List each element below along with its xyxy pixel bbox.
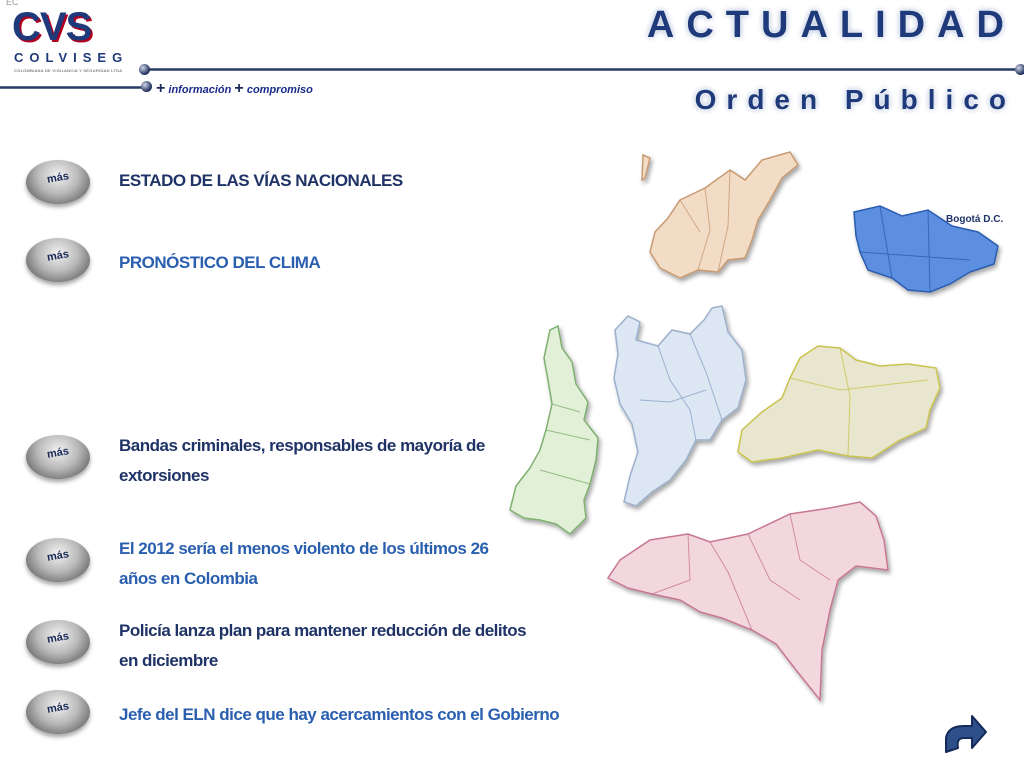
news-line: Bandas criminales, responsables de mayoría de (119, 436, 485, 455)
news-link[interactable]: Jefe del ELN dice que hay acercamientos con el Gobierno (119, 705, 560, 724)
page-subtitle: Orden Público (694, 84, 1016, 115)
mas-label: más (46, 699, 70, 716)
mas-button[interactable] (26, 620, 90, 664)
divider-dot (139, 64, 150, 75)
news-item (26, 538, 489, 588)
mas-label: más (46, 629, 70, 646)
logo-tagline: COLOMBIANA DE VIGILANCIA Y SEGURIDAD LTDA (14, 68, 123, 73)
news-line: Policía lanza plan para mantener reducción de delitos (119, 621, 527, 640)
logo-letters: CVS (12, 5, 92, 49)
region-andina[interactable] (614, 306, 746, 506)
colombia-regions-map (500, 140, 1024, 720)
mas-button[interactable] (26, 435, 90, 479)
tagline-part: información (168, 84, 232, 96)
mas-button[interactable] (26, 690, 90, 734)
news-item (26, 435, 485, 485)
tagline (156, 80, 313, 98)
divider-dot (141, 81, 152, 92)
mas-label: más (46, 444, 70, 461)
region-caribe[interactable] (642, 152, 798, 278)
news-link[interactable]: PRONÓSTICO DEL CLIMA (119, 253, 321, 272)
news-line: años en Colombia (119, 569, 258, 588)
news-line: en diciembre (119, 651, 218, 670)
news-item (26, 238, 321, 282)
news-item (26, 690, 560, 734)
tagline-part: compromiso (246, 84, 313, 96)
back-arrow-icon[interactable] (940, 708, 990, 756)
plus-icon: + (156, 80, 166, 97)
news-link[interactable] (119, 616, 526, 676)
mas-label: más (46, 547, 70, 564)
bogota-label: Bogotá D.C. (946, 214, 1004, 225)
logo (8, 4, 134, 82)
mas-button[interactable] (26, 160, 90, 204)
news-line: El 2012 sería el menos violento de los últimos 26 (119, 539, 489, 558)
news-item (26, 620, 527, 670)
logo-name: COLVISEG (14, 50, 129, 65)
news-link[interactable] (119, 431, 485, 491)
news-link[interactable]: ESTADO DE LAS VÍAS NACIONALES (119, 171, 403, 190)
plus-icon: + (234, 80, 244, 97)
news-line: extorsiones (119, 466, 209, 485)
corner-text: EC (6, 0, 19, 7)
header-divider (140, 68, 1024, 71)
mas-button[interactable] (26, 538, 90, 582)
mas-label: más (46, 169, 70, 186)
mas-button[interactable] (26, 238, 90, 282)
news-item (26, 160, 403, 204)
page-title: ACTUALIDAD (646, 4, 1016, 46)
region-orinoquia[interactable] (738, 346, 940, 462)
divider-dot (1015, 64, 1024, 75)
region-pacifico[interactable] (510, 326, 598, 534)
news-link[interactable] (119, 534, 489, 594)
region-amazonia[interactable] (608, 502, 888, 700)
mas-label: más (46, 247, 70, 264)
header-divider-left (0, 86, 148, 89)
